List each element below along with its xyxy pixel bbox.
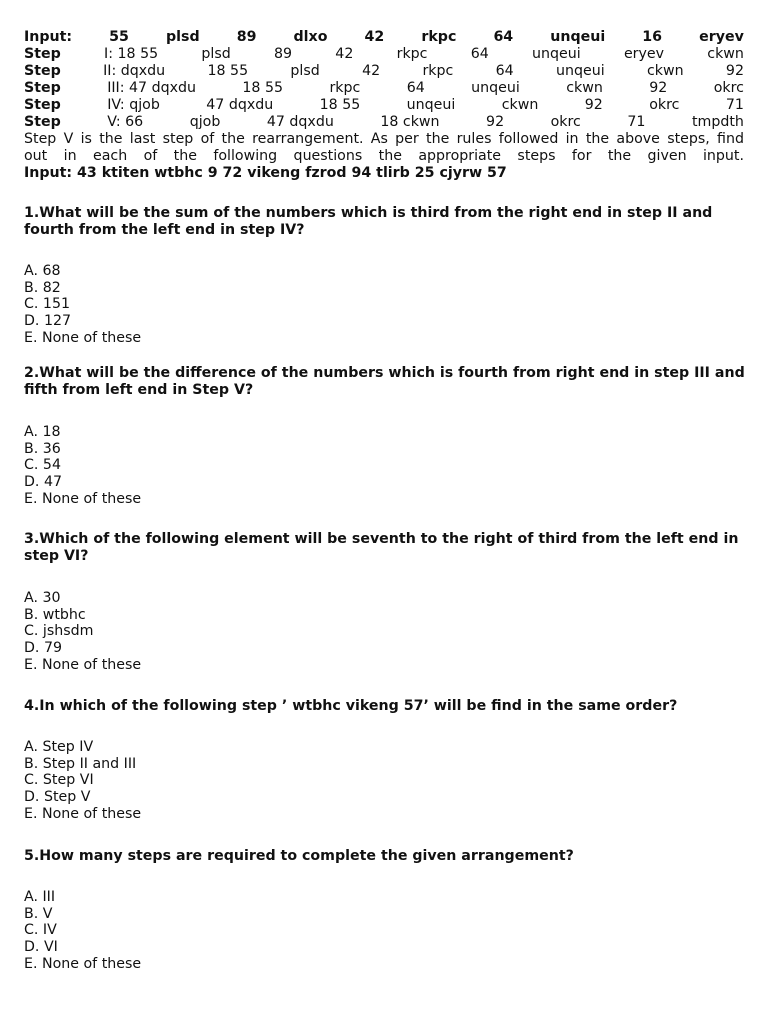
question-3-options <box>24 590 141 674</box>
step-token: 92 <box>649 80 668 96</box>
step-token: rkpc <box>422 63 454 79</box>
question-5: 5.How many steps are required to complete the given arrangement? <box>24 848 574 864</box>
input-token: unqeui <box>550 29 606 45</box>
step-token: rkpc <box>396 46 428 62</box>
step-token: I: 18 55 <box>104 46 159 62</box>
step-token: 47 dqxdu <box>266 114 334 130</box>
step-token: 92 <box>725 63 744 79</box>
step-token: plsd <box>201 46 231 62</box>
option-c[interactable]: C. 54 <box>24 457 61 474</box>
step-token: unqeui <box>532 46 581 62</box>
step-token: 89 <box>273 46 293 62</box>
step-row-1 <box>24 46 744 63</box>
step-token: 18 55 <box>207 63 249 79</box>
step-token: II: dqxdu <box>103 63 166 79</box>
option-e[interactable]: E. None of these <box>24 329 142 346</box>
input-token: 55 <box>109 29 129 45</box>
step-token: 42 <box>335 46 354 62</box>
option-b[interactable]: B. 36 <box>24 440 61 457</box>
step-token: qjob <box>189 114 221 130</box>
step-token: 92 <box>486 114 505 130</box>
input-token: plsd <box>166 29 200 45</box>
step-token: ckwn <box>566 80 603 96</box>
option-d[interactable]: D. 47 <box>24 474 62 491</box>
step-token: okrc <box>550 114 581 130</box>
option-d[interactable]: D. 127 <box>24 313 72 330</box>
step-token: 64 <box>470 46 489 62</box>
new-input-line: Input: 43 ktiten wtbhc 9 72 vikeng fzrod 94 tlirb 25 cjyrw 57 <box>24 165 507 181</box>
input-token: dlxo <box>293 29 328 45</box>
step-token: 64 <box>406 80 425 96</box>
step-token: 18 55 <box>242 80 284 96</box>
step-token: unqeui <box>556 63 605 79</box>
option-e[interactable]: E. None of these <box>24 656 142 673</box>
step-token: III: 47 dqxdu <box>107 80 196 96</box>
option-a[interactable]: A. 18 <box>24 424 61 440</box>
option-b[interactable]: B. wtbhc <box>24 606 86 623</box>
option-c[interactable]: C. 151 <box>24 296 71 313</box>
step-row-4 <box>24 97 744 114</box>
input-token: 16 <box>642 29 663 45</box>
option-e[interactable]: E. None of these <box>24 490 142 507</box>
input-token: eryev <box>699 29 744 45</box>
step-row-5 <box>24 114 744 131</box>
step-token: 18 55 <box>319 97 361 113</box>
question-4-options <box>24 739 141 823</box>
option-b[interactable]: B. 82 <box>24 279 61 296</box>
step-row-3 <box>24 80 744 97</box>
step-token: ckwn <box>707 46 744 62</box>
step-token: unqeui <box>406 97 456 113</box>
option-e[interactable]: E. None of these <box>24 805 142 822</box>
option-a[interactable]: A. 30 <box>24 590 61 606</box>
step-token: Step <box>24 80 61 96</box>
question-2: 2.What will be the difference of the numbers which is fourth from right end in step III and fifth from left end in Step V? <box>24 365 745 398</box>
question-1-options <box>24 263 141 347</box>
question-4: 4.In which of the following step ’ wtbhc vikeng 57’ will be find in the same order? <box>24 698 678 714</box>
input-row <box>24 29 744 46</box>
option-e[interactable]: E. None of these <box>24 955 142 972</box>
step-token: ckwn <box>646 63 684 79</box>
input-token: 64 <box>493 29 514 45</box>
step-token: tmpdth <box>691 114 744 130</box>
step-token: 71 <box>627 114 646 130</box>
step-token: eryev <box>623 46 665 62</box>
option-a[interactable]: A. Step IV <box>24 739 94 755</box>
step-token: 92 <box>584 97 603 113</box>
option-a[interactable]: A. 68 <box>24 263 61 279</box>
step-token: 47 dqxdu <box>206 97 274 113</box>
step-token: 71 <box>725 97 744 113</box>
option-c[interactable]: C. jshsdm <box>24 623 94 640</box>
input-token: 42 <box>364 29 385 45</box>
step-token: plsd <box>290 63 320 79</box>
question-5-options <box>24 889 141 973</box>
step-row-2 <box>24 63 744 80</box>
option-d[interactable]: D. VI <box>24 939 58 956</box>
question-2-options <box>24 424 141 508</box>
step-token: 64 <box>495 63 514 79</box>
step-token: okrc <box>649 97 680 113</box>
option-d[interactable]: D. 79 <box>24 640 62 657</box>
step-token: 42 <box>362 63 381 79</box>
option-d[interactable]: D. Step V <box>24 789 91 806</box>
step-token: okrc <box>713 80 744 96</box>
option-b[interactable]: B. Step II and III <box>24 755 137 772</box>
step-token: ckwn <box>501 97 539 113</box>
input-token: 89 <box>236 29 257 45</box>
option-a[interactable]: A. III <box>24 889 56 905</box>
instruction-line-1: Step V is the last step of the rearrangement. As per the rules followed in the above steps, find <box>24 131 744 147</box>
step-token: Step <box>24 63 61 79</box>
step-token: 18 ckwn <box>380 114 440 130</box>
step-token: Step <box>24 114 61 130</box>
option-c[interactable]: C. IV <box>24 922 57 939</box>
step-token: Step <box>24 97 61 113</box>
step-token: V: 66 <box>107 114 144 130</box>
question-1: 1.What will be the sum of the numbers which is third from the right end in step II and fourth from the left end in step IV? <box>24 205 713 238</box>
step-token: rkpc <box>329 80 361 96</box>
step-token: unqeui <box>471 80 520 96</box>
question-3: 3.Which of the following element will be seventh to the right of third from the left end in step VI? <box>24 531 739 564</box>
option-c[interactable]: C. Step VI <box>24 772 94 789</box>
input-token: rkpc <box>421 29 457 45</box>
input-token: Input: <box>24 29 73 45</box>
step-token: IV: qjob <box>107 97 160 113</box>
option-b[interactable]: B. V <box>24 905 53 922</box>
step-token: Step <box>24 46 61 62</box>
instruction-line-2: out in each of the following questions the appropriate steps for the given input. <box>24 148 744 164</box>
